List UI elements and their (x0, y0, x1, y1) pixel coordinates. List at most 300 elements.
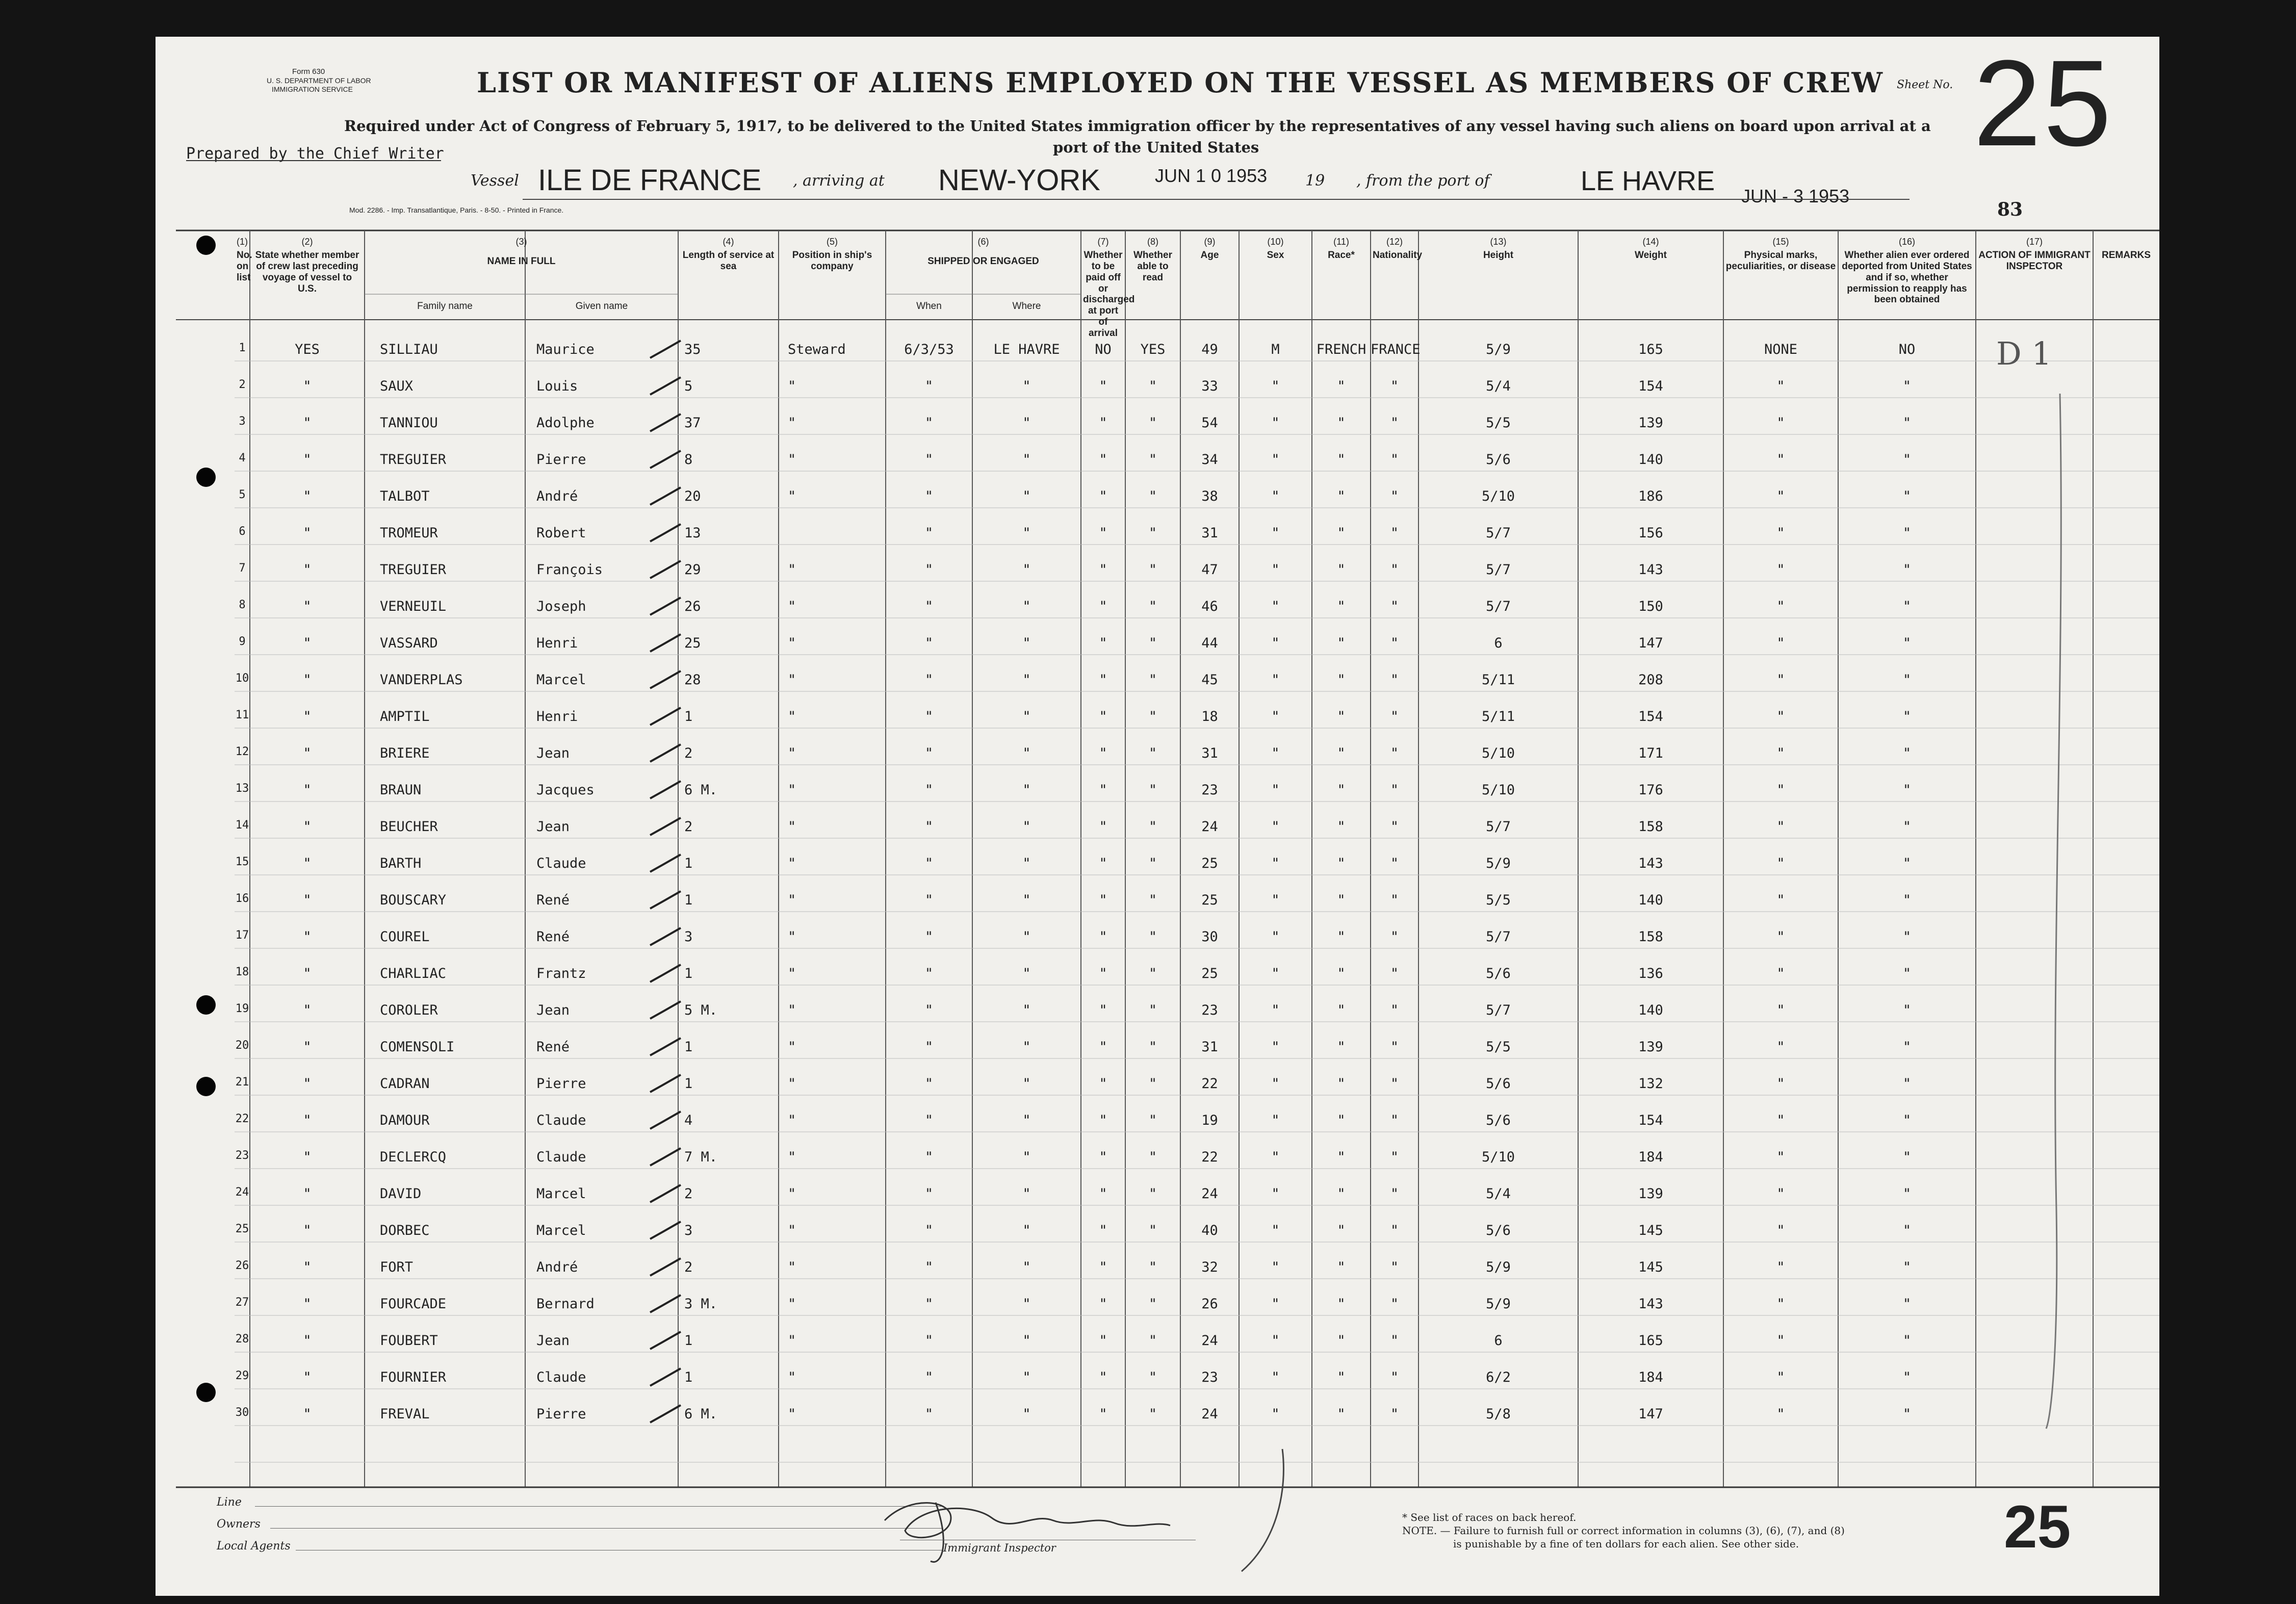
cell-nat: " (1390, 1039, 1399, 1055)
cell-weight: 165 (1638, 1333, 1663, 1349)
cell-deported: " (1902, 1113, 1912, 1128)
cell-age: 23 (1201, 1002, 1218, 1018)
cell-deported: " (1902, 415, 1912, 431)
cell-where: " (1022, 1149, 1031, 1165)
cell-weight: 154 (1638, 1113, 1663, 1128)
cell-marks: " (1776, 452, 1785, 468)
cell-when: " (924, 856, 934, 871)
cell-read: " (1148, 1223, 1157, 1238)
cell-race: " (1337, 892, 1346, 908)
cell-height: 5/9 (1486, 856, 1511, 871)
cell-weight: 150 (1638, 599, 1663, 614)
cell-when: " (924, 378, 934, 394)
cell-race: " (1337, 1186, 1346, 1202)
cell-prev: " (303, 819, 312, 835)
cell-deported: " (1902, 1002, 1912, 1018)
cell-marks: " (1776, 892, 1785, 908)
cell-read: " (1148, 1002, 1157, 1018)
cell-service: 1 (684, 1076, 693, 1092)
cell-prev: " (303, 782, 312, 798)
column-number: (5) (827, 237, 838, 247)
cell-when: " (924, 819, 934, 835)
cell-service: 2 (684, 745, 693, 761)
page-number: 25 (2004, 1493, 2071, 1561)
cell-sex: " (1271, 1076, 1280, 1092)
cell-given: René (536, 929, 570, 945)
cell-deported: " (1902, 1076, 1912, 1092)
cell-prev: " (303, 599, 312, 614)
cell-age: 25 (1201, 966, 1218, 981)
cell-given: Joseph (536, 599, 586, 614)
cell-weight: 156 (1638, 525, 1663, 541)
cell-marks: " (1776, 1296, 1785, 1312)
cell-where: LE HAVRE (993, 342, 1060, 357)
cell-race: " (1337, 1113, 1346, 1128)
cell-height: 5/7 (1486, 599, 1511, 614)
cell-read: " (1148, 415, 1157, 431)
cell-sex: " (1271, 1002, 1280, 1018)
cell-where: " (1022, 1002, 1031, 1018)
cell-service: 4 (684, 1113, 693, 1128)
cell-paid: " (1099, 1296, 1107, 1312)
cell-race: " (1337, 1333, 1346, 1349)
cell-position: " (788, 1223, 796, 1238)
cell-marks: " (1776, 599, 1785, 614)
cell-position: " (788, 635, 796, 651)
cell-race: " (1337, 745, 1346, 761)
cell-marks: " (1776, 1259, 1785, 1275)
cell-when: " (924, 599, 934, 614)
departure-stamp: JUN - 3 1953 (1741, 186, 1850, 206)
cell-marks: " (1776, 856, 1785, 871)
cell-nat: " (1390, 1076, 1399, 1092)
cell-no: 6 (239, 525, 246, 538)
cell-nat: " (1390, 1113, 1399, 1128)
cell-position: " (788, 709, 796, 725)
cell-read: " (1148, 672, 1157, 688)
cell-paid: " (1099, 562, 1107, 578)
cell-sex: " (1271, 856, 1280, 871)
cell-no: 15 (235, 856, 249, 868)
cell-race: " (1337, 1149, 1346, 1165)
cell-weight: 139 (1638, 1186, 1663, 1202)
cell-family: COUREL (380, 929, 430, 945)
cell-when: " (924, 1259, 934, 1275)
cell-read: " (1148, 1369, 1157, 1385)
cell-prev: " (303, 1223, 312, 1238)
cell-no: 9 (239, 635, 246, 648)
cell-given: René (536, 1039, 570, 1055)
cell-when: " (924, 1039, 934, 1055)
cell-height: 6 (1494, 1333, 1503, 1349)
cell-paid: " (1099, 488, 1107, 504)
column-number: (6) (977, 237, 989, 247)
cell-no: 8 (239, 599, 246, 611)
cell-age: 34 (1201, 452, 1218, 468)
cell-marks: " (1776, 1076, 1785, 1092)
cell-height: 5/6 (1486, 1223, 1511, 1238)
cell-paid: " (1099, 1333, 1107, 1349)
cell-family: SAUX (380, 378, 414, 394)
cell-height: 5/9 (1486, 1296, 1511, 1312)
cell-family: BRIERE (380, 745, 430, 761)
cell-sex: " (1271, 819, 1280, 835)
cell-position: " (788, 856, 796, 871)
cell-marks: " (1776, 1149, 1785, 1165)
cell-position: " (788, 1149, 796, 1165)
footer-owners-label: Owners (217, 1518, 261, 1531)
cell-age: 47 (1201, 562, 1218, 578)
cell-sex: " (1271, 1296, 1280, 1312)
cell-family: TROMEUR (380, 525, 438, 541)
form-number: Form 630 (292, 67, 325, 76)
cell-where: " (1022, 819, 1031, 835)
cell-when: " (924, 892, 934, 908)
page-title: LIST OR MANIFEST OF ALIENS EMPLOYED ON THE VESSEL AS MEMBERS OF CREW (477, 66, 1884, 99)
cell-paid: " (1099, 525, 1107, 541)
cell-prev: " (303, 1113, 312, 1128)
cell-height: 5/6 (1486, 1076, 1511, 1092)
cell-position: " (788, 1333, 796, 1349)
cell-service: 37 (684, 415, 701, 431)
cell-prev: " (303, 892, 312, 908)
cell-position: " (788, 1259, 796, 1275)
subtitle-line1: Required under Act of Congress of February 5, 1917, to be delivered to the United States immigration officer by the representatives of any vessel having such aliens on board upon arrival at a (344, 117, 1931, 135)
cell-weight: 165 (1638, 342, 1663, 357)
cell-sex: " (1271, 635, 1280, 651)
cell-marks: " (1776, 562, 1785, 578)
cell-family: TREGUIER (380, 452, 447, 468)
cell-height: 5/9 (1486, 342, 1511, 357)
cell-when: " (924, 782, 934, 798)
cell-read: " (1148, 1406, 1157, 1422)
cell-race: " (1337, 1002, 1346, 1018)
cell-race: " (1337, 1259, 1346, 1275)
cell-given: Robert (536, 525, 586, 541)
cell-sex: " (1271, 525, 1280, 541)
cell-service: 1 (684, 1369, 693, 1385)
cell-race: " (1337, 1076, 1346, 1092)
cell-race: " (1337, 1296, 1346, 1312)
cell-sex: M (1271, 342, 1280, 357)
cell-weight: 171 (1638, 745, 1663, 761)
cell-height: 5/7 (1486, 525, 1511, 541)
cell-service: 1 (684, 1039, 693, 1055)
cell-service: 6 M. (684, 1406, 718, 1422)
cell-where: " (1022, 745, 1031, 761)
cell-deported: " (1902, 452, 1912, 468)
cell-no: 4 (239, 452, 246, 464)
cell-paid: NO (1095, 342, 1112, 357)
cell-given: Frantz (536, 966, 586, 981)
cell-where: " (1022, 1333, 1031, 1349)
cell-service: 5 M. (684, 1002, 718, 1018)
cell-given: René (536, 892, 570, 908)
prepared-by: Prepared by the Chief Writer (186, 145, 444, 163)
cell-when: " (924, 929, 934, 945)
column-number: (12) (1386, 237, 1403, 247)
cell-paid: " (1099, 672, 1107, 688)
cell-service: 29 (684, 562, 701, 578)
cell-position: Steward (788, 342, 846, 357)
cell-nat: " (1390, 1223, 1399, 1238)
cell-position: " (788, 452, 796, 468)
cell-marks: " (1776, 1406, 1785, 1422)
column-header: Age (1200, 250, 1219, 261)
cell-paid: " (1099, 1113, 1107, 1128)
cell-where: " (1022, 378, 1031, 394)
cell-age: 40 (1201, 1223, 1218, 1238)
cell-prev: " (303, 1002, 312, 1018)
cell-sex: " (1271, 1369, 1280, 1385)
cell-read: " (1148, 892, 1157, 908)
cell-deported: " (1902, 856, 1912, 871)
cell-family: CADRAN (380, 1076, 430, 1092)
cell-family: FORT (380, 1259, 414, 1275)
column-header: SHIPPED OR ENGAGED (927, 256, 1039, 267)
cell-service: 6 M. (684, 782, 718, 798)
cell-family: TANNIOU (380, 415, 438, 431)
column-header: Sex (1267, 250, 1284, 261)
cell-deported: " (1902, 1186, 1912, 1202)
cell-nat: " (1390, 1186, 1399, 1202)
column-header: Length of service at sea (682, 250, 775, 272)
cell-position: " (788, 1369, 796, 1385)
cell-when: " (924, 709, 934, 725)
cell-given: Louis (536, 378, 578, 394)
cell-family: DECLERCQ (380, 1149, 447, 1165)
cell-position: " (788, 966, 796, 981)
cell-nat: " (1390, 1296, 1399, 1312)
cell-when: " (924, 415, 934, 431)
column-header: No. on list (237, 250, 252, 283)
cell-paid: " (1099, 782, 1107, 798)
column-header: Position in ship's company (792, 250, 872, 272)
cell-weight: 154 (1638, 378, 1663, 394)
cell-given: Henri (536, 635, 578, 651)
column-number: (1) (237, 237, 248, 247)
cell-deported: " (1902, 966, 1912, 981)
cell-sex: " (1271, 378, 1280, 394)
cell-sex: " (1271, 1259, 1280, 1275)
cell-race: " (1337, 782, 1346, 798)
cell-nat: " (1390, 378, 1399, 394)
cell-nat: " (1390, 856, 1399, 871)
cell-when: " (924, 1149, 934, 1165)
cell-deported: " (1902, 1369, 1912, 1385)
cell-nat: " (1390, 1259, 1399, 1275)
column-header: State whether member of crew last preceding voyage of vessel to U.S. (255, 250, 359, 294)
cell-when: " (924, 672, 934, 688)
cell-where: " (1022, 635, 1031, 651)
cell-no: 7 (239, 562, 246, 575)
cell-where: " (1022, 782, 1031, 798)
cell-race: " (1337, 709, 1346, 725)
cell-race: " (1337, 672, 1346, 688)
cell-family: DORBEC (380, 1223, 430, 1238)
column-header: Nationality (1373, 250, 1423, 261)
cell-nat: " (1390, 745, 1399, 761)
cell-marks: " (1776, 1039, 1785, 1055)
cell-age: 23 (1201, 782, 1218, 798)
inspector-label: Immigrant Inspector (943, 1542, 1056, 1554)
cell-read: " (1148, 1259, 1157, 1275)
cell-paid: " (1099, 1076, 1107, 1092)
cell-height: 5/5 (1486, 892, 1511, 908)
cell-read: " (1148, 1076, 1157, 1092)
cell-no: 3 (239, 415, 246, 428)
cell-where: " (1022, 452, 1031, 468)
cell-where: " (1022, 709, 1031, 725)
cell-age: 33 (1201, 378, 1218, 394)
vessel-name: ILE DE FRANCE (538, 164, 762, 197)
cell-family: COMENSOLI (380, 1039, 455, 1055)
cell-race: " (1337, 1223, 1346, 1238)
cell-service: 1 (684, 892, 693, 908)
cell-age: 19 (1201, 1113, 1218, 1128)
cell-paid: " (1099, 709, 1107, 725)
cell-position: " (788, 378, 796, 394)
cell-age: 24 (1201, 1406, 1218, 1422)
cell-no: 17 (235, 929, 249, 942)
cell-height: 5/6 (1486, 966, 1511, 981)
cell-deported: " (1902, 488, 1912, 504)
column-header: Weight (1635, 250, 1667, 261)
cell-age: 25 (1201, 856, 1218, 871)
cell-service: 2 (684, 1259, 693, 1275)
footer-owners-rule (270, 1528, 943, 1529)
cell-prev: " (303, 1259, 312, 1275)
cell-given: Claude (536, 1369, 586, 1385)
cell-race: " (1337, 1039, 1346, 1055)
cell-age: 30 (1201, 929, 1218, 945)
cell-read: " (1148, 635, 1157, 651)
cell-where: " (1022, 1113, 1031, 1128)
cell-sex: " (1271, 1186, 1280, 1202)
column-number: (11) (1333, 237, 1349, 247)
cell-age: 26 (1201, 1296, 1218, 1312)
cell-nat: " (1390, 709, 1399, 725)
column-header: Whether able to read (1133, 250, 1172, 283)
cell-where: " (1022, 966, 1031, 981)
cell-paid: " (1099, 415, 1107, 431)
cell-read: YES (1140, 342, 1166, 357)
cell-read: " (1148, 452, 1157, 468)
cell-deported: " (1902, 1406, 1912, 1422)
cell-read: " (1148, 599, 1157, 614)
cell-position: " (788, 892, 796, 908)
column-number: (2) (301, 237, 313, 247)
cell-weight: 132 (1638, 1076, 1663, 1092)
cell-weight: 140 (1638, 452, 1663, 468)
cell-height: 5/10 (1481, 782, 1515, 798)
cell-no: 12 (235, 745, 249, 758)
cell-nat: " (1390, 635, 1399, 651)
cell-where: " (1022, 929, 1031, 945)
cell-given: Adolphe (536, 415, 595, 431)
sheet-extra: 83 (1997, 199, 2023, 220)
cell-read: " (1148, 1333, 1157, 1349)
cell-deported: " (1902, 1223, 1912, 1238)
cell-family: BRAUN (380, 782, 422, 798)
cell-prev: " (303, 856, 312, 871)
cell-family: FREVAL (380, 1406, 430, 1422)
cell-sex: " (1271, 966, 1280, 981)
arriving-label: , arriving at (793, 172, 885, 190)
cell-marks: " (1776, 1223, 1785, 1238)
cell-deported: " (1902, 929, 1912, 945)
cell-family: FOURCADE (380, 1296, 447, 1312)
cell-marks: " (1776, 819, 1785, 835)
cell-sex: " (1271, 1039, 1280, 1055)
cell-when: " (924, 1186, 934, 1202)
cell-height: 5/5 (1486, 1039, 1511, 1055)
cell-marks: " (1776, 672, 1785, 688)
cell-deported: " (1902, 525, 1912, 541)
cell-service: 20 (684, 488, 701, 504)
service-label: IMMIGRATION SERVICE (272, 85, 353, 93)
cell-when: " (924, 966, 934, 981)
cell-service: 5 (684, 378, 693, 394)
cell-height: 5/11 (1481, 672, 1515, 688)
cell-deported: " (1902, 378, 1912, 394)
cell-service: 1 (684, 1333, 693, 1349)
cell-sex: " (1271, 1113, 1280, 1128)
footer-line-rule (255, 1506, 943, 1507)
cell-prev: " (303, 1076, 312, 1092)
cell-no: 22 (235, 1113, 249, 1125)
cell-nat: " (1390, 929, 1399, 945)
cell-service: 13 (684, 525, 701, 541)
sub-header-given: Given name (575, 301, 628, 312)
cell-prev: " (303, 1149, 312, 1165)
cell-age: 22 (1201, 1076, 1218, 1092)
cell-deported: " (1902, 635, 1912, 651)
column-header: Whether to be paid off or discharged at port of arrival (1083, 250, 1135, 339)
cell-service: 26 (684, 599, 701, 614)
cell-deported: " (1902, 1039, 1912, 1055)
column-number: (9) (1204, 237, 1216, 247)
cell-deported: " (1902, 562, 1912, 578)
cell-paid: " (1099, 452, 1107, 468)
cell-where: " (1022, 1369, 1031, 1385)
cell-read: " (1148, 1149, 1157, 1165)
cell-service: 2 (684, 819, 693, 835)
cell-height: 5/10 (1481, 745, 1515, 761)
cell-position: " (788, 599, 796, 614)
cell-paid: " (1099, 892, 1107, 908)
cell-prev: " (303, 672, 312, 688)
arriving-port: NEW-YORK (938, 164, 1100, 197)
column-number: (16) (1898, 237, 1915, 247)
cell-no: 21 (235, 1076, 249, 1089)
cell-weight: 143 (1638, 856, 1663, 871)
cell-deported: NO (1898, 342, 1916, 357)
cell-service: 8 (684, 452, 693, 468)
cell-prev: " (303, 1186, 312, 1202)
cell-prev: " (303, 1369, 312, 1385)
cell-paid: " (1099, 1369, 1107, 1385)
cell-family: VANDERPLAS (380, 672, 463, 688)
cell-weight: 145 (1638, 1259, 1663, 1275)
cell-prev: " (303, 525, 312, 541)
cell-prev: " (303, 378, 312, 394)
cell-no: 19 (235, 1002, 249, 1015)
cell-marks: " (1776, 488, 1785, 504)
cell-deported: " (1902, 819, 1912, 835)
cell-no: 16 (235, 892, 249, 905)
cell-where: " (1022, 415, 1031, 431)
